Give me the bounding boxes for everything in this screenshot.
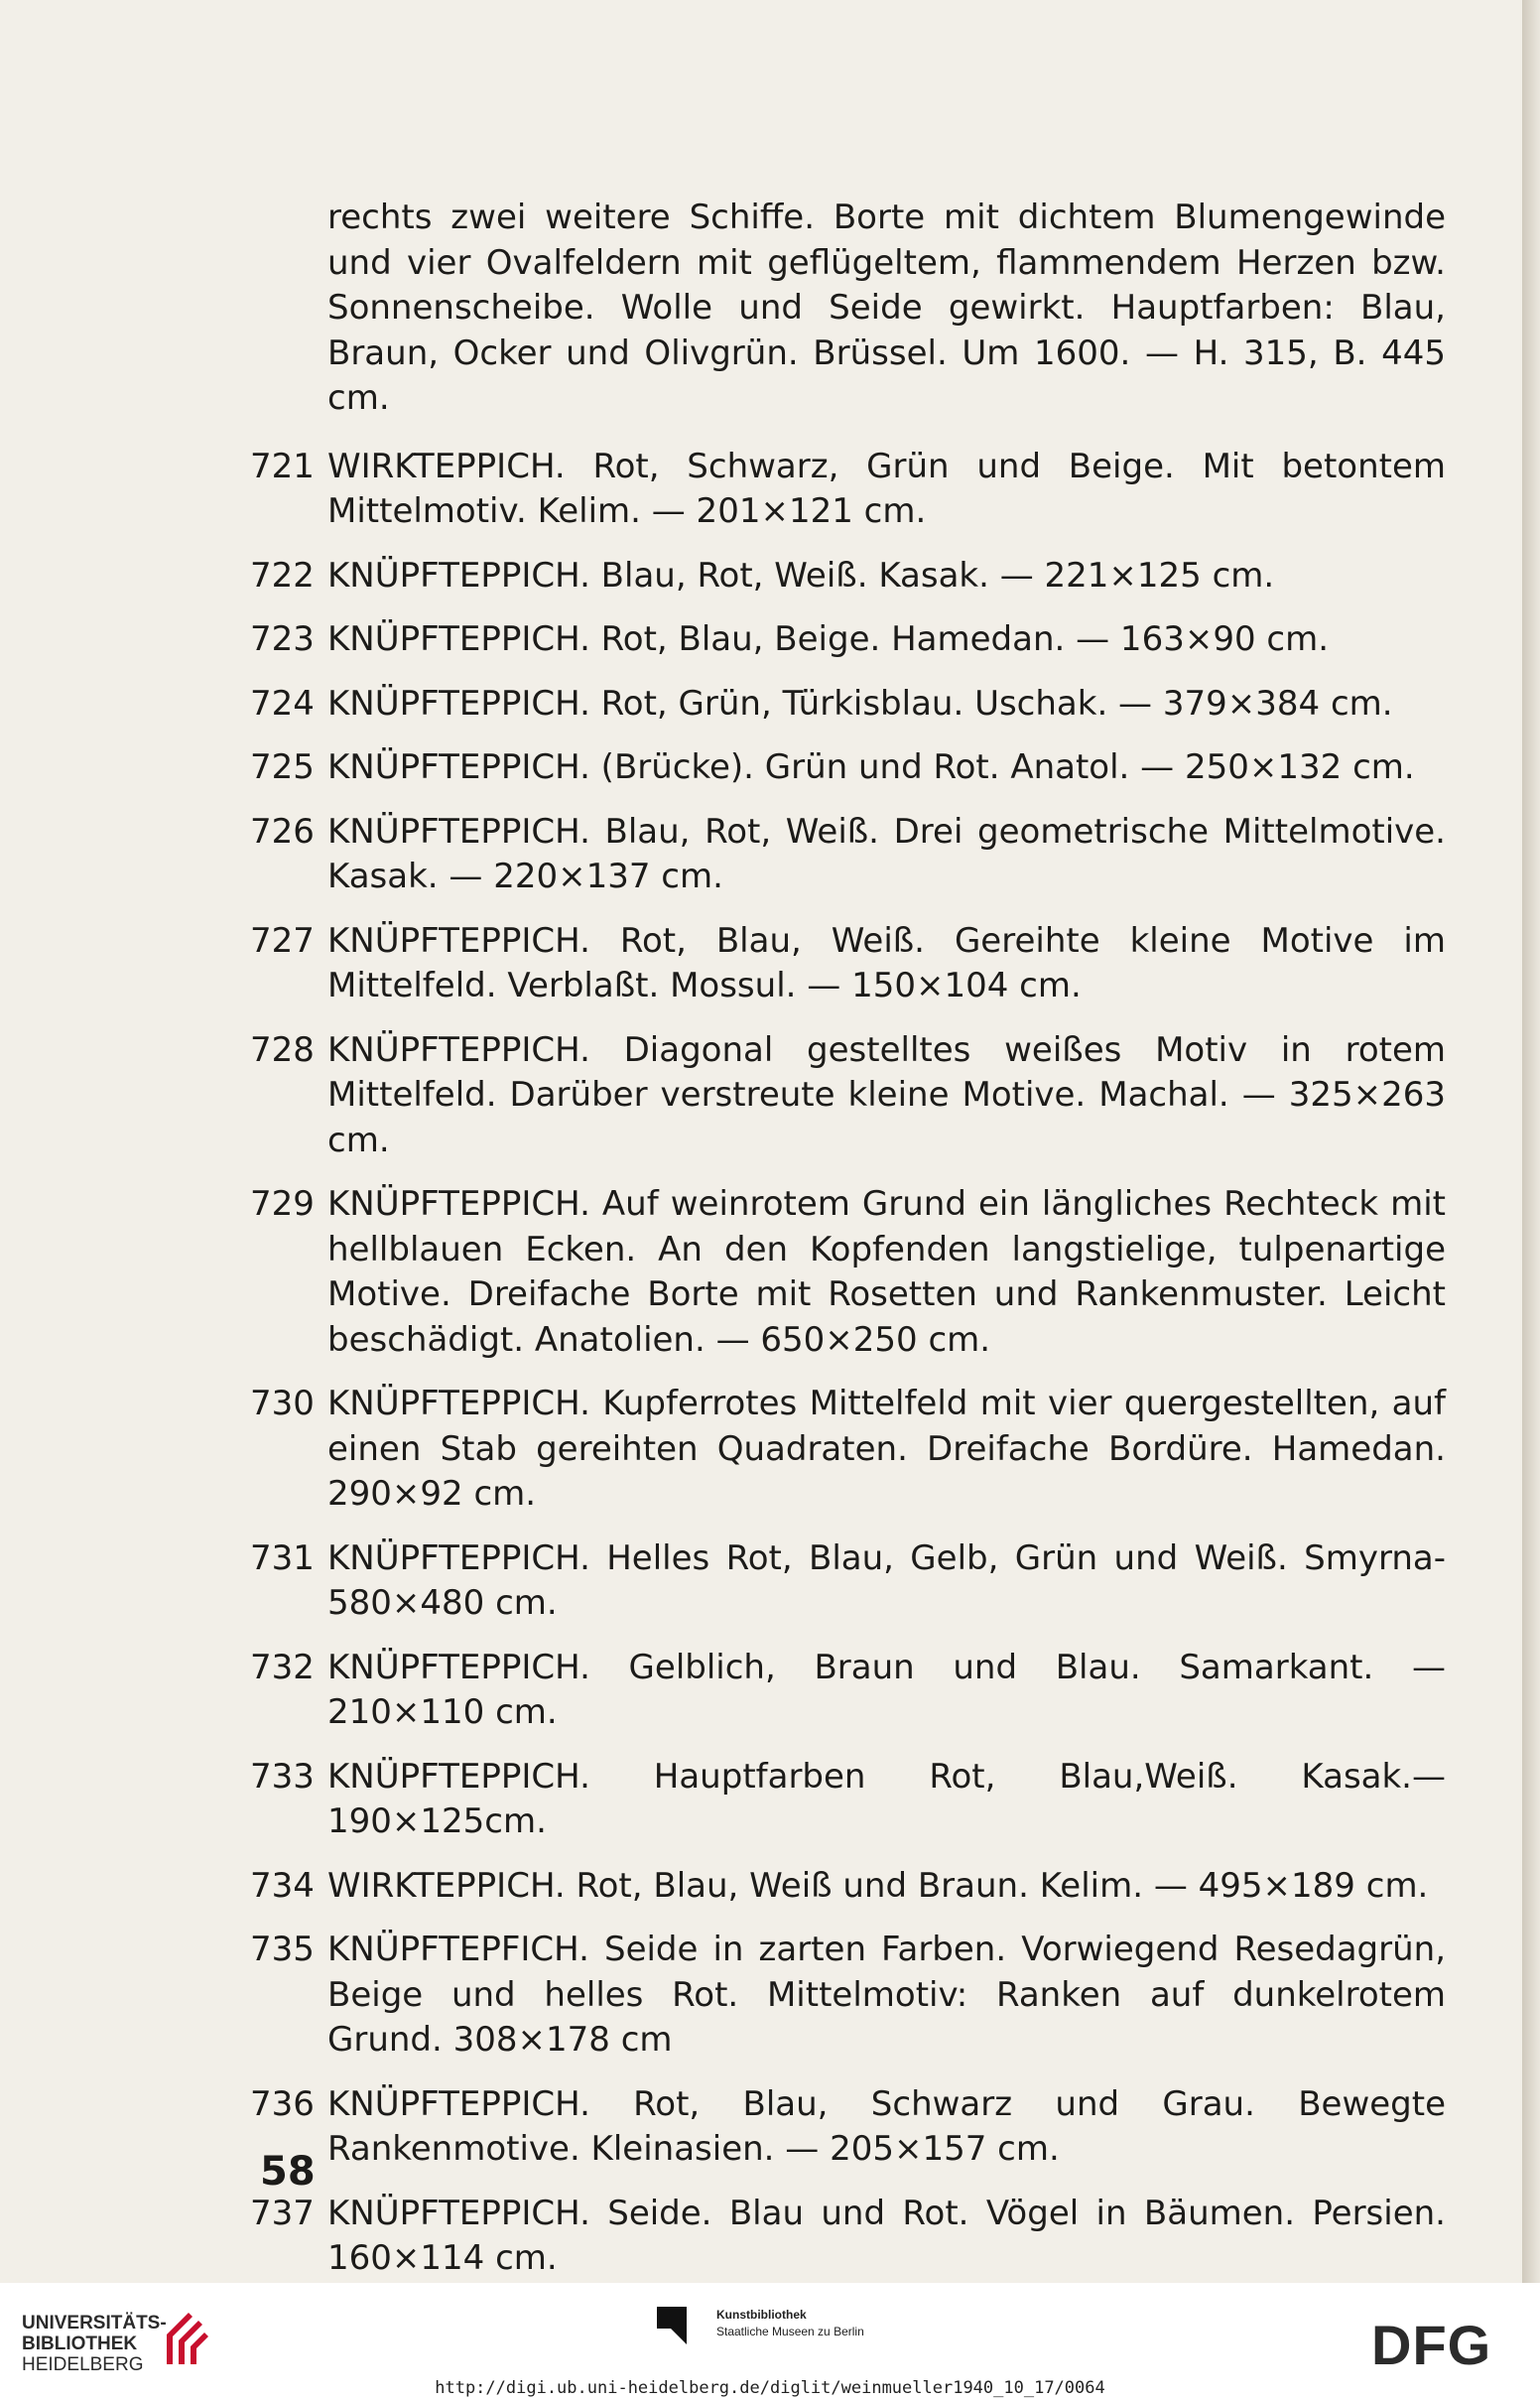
entry-text: KNÜPFTEPPICH. Diagonal gestelltes weißes Motiv in rotem Mittelfeld. Darüber verstreute kleine Motive. Machal. — 325×263 cm.	[327, 1029, 1446, 1160]
ub-line-2: BIBLIOTHEK	[22, 2334, 138, 2354]
entry-number: 721	[250, 446, 315, 486]
entry-text: WIRKTEPPICH. Rot, Blau, Weiß und Braun. Kelim. — 495×189 cm.	[327, 1865, 1429, 1906]
entry-number: 728	[250, 1029, 315, 1070]
entry-number: 737	[250, 2193, 315, 2233]
catalog-entry	[0, 445, 1522, 535]
university-library-logo-text[interactable]	[22, 2313, 167, 2375]
catalog-entry	[0, 617, 1522, 663]
catalog-entry	[0, 1028, 1522, 1164]
entry-number: 734	[250, 1865, 315, 1906]
entry-number: 735	[250, 1930, 315, 1969]
catalog-entry	[0, 1382, 1522, 1518]
catalog-entry	[0, 1182, 1522, 1363]
entry-number: 731	[250, 1537, 315, 1578]
entry-text: WIRKTEPPICH. Rot, Schwarz, Grün und Beige. Mit betontem Mittelmotiv. Kelim. — 201×121 cm.	[327, 446, 1446, 531]
entry-number: 732	[250, 1647, 315, 1687]
kunstbibliothek-logo-text[interactable]	[716, 2307, 864, 2340]
catalog-entry	[0, 1536, 1522, 1627]
catalog-entry	[0, 1864, 1522, 1910]
entry-text: KNÜPFTEPPICH. Kupferrotes Mittelfeld mit vier quergestellten, auf einen Stab gereihten Quadraten. Dreifache Bordüre. Hamedan. 290×92 cm.	[327, 1384, 1446, 1514]
catalog-entry	[0, 919, 1522, 1009]
entry-text: KNÜPFTEPPICH. Rot, Blau, Weiß. Gereihte kleine Motive im Mittelfeld. Verblaßt. Mossul. — 150×104 cm.	[327, 920, 1446, 1005]
catalog-entry	[0, 810, 1522, 900]
kb-line-1: Kunstbibliothek	[716, 2308, 807, 2322]
entry-text: KNÜPFTEPPICH. Helles Rot, Blau, Gelb, Grün und Weiß. Smyrna- 580×480 cm.	[327, 1537, 1446, 1623]
page-number: 58	[260, 2149, 316, 2195]
entry-number: 733	[250, 1756, 315, 1797]
catalog-entry	[0, 2082, 1522, 2173]
entry-number: 726	[250, 811, 315, 852]
entry-number: 730	[250, 1384, 315, 1423]
entry-text: KNÜPFTEPPICH. Rot, Blau, Schwarz und Grau. Bewegte Rankenmotive. Kleinasien. — 205×157 cm.	[327, 2083, 1446, 2169]
entry-number: 736	[250, 2083, 315, 2124]
ub-line-1: UNIVERSITÄTS-	[22, 2313, 167, 2334]
entry-text: KNÜPFTEPPICH. Gelblich, Braun und Blau. Samarkant. — 210×110 cm.	[327, 1647, 1446, 1732]
ub-heidelberg-logo-icon[interactable]	[159, 2305, 210, 2368]
entry-number: 729	[250, 1184, 315, 1224]
catalog-entry	[0, 1646, 1522, 1736]
page-url[interactable]: http://digi.ub.uni-heidelberg.de/diglit/weinmueller1940_10_17/0064	[435, 2378, 1105, 2398]
catalog-entry	[0, 745, 1522, 791]
entry-text: KNÜPFTEPFICH. Seide in zarten Farben. Vorwiegend Resedagrün, Beige und helles Rot. Mittelmotiv: Ranken auf dunkelrotem Grund. 308×178 cm	[327, 1930, 1446, 2060]
entry-text: KNÜPFTEPPICH. Rot, Blau, Beige. Hamedan. — 163×90 cm.	[327, 619, 1330, 659]
kb-line-2: Staatliche Museen zu Berlin	[716, 2325, 864, 2338]
catalog-entry	[0, 1928, 1522, 2064]
entry-number: 722	[250, 555, 315, 596]
entry-text: KNÜPFTEPPICH. Hauptfarben Rot, Blau,Weiß. Kasak.—190×125cm.	[327, 1756, 1446, 1841]
entry-number: 724	[250, 683, 315, 724]
entry-number: 723	[250, 619, 315, 659]
catalog-entry	[0, 682, 1522, 728]
kunstbibliothek-logo-icon[interactable]	[657, 2307, 701, 2346]
entry-text: rechts zwei weitere Schiffe. Borte mit dichtem Blumengewinde und vier Ovalfeldern mit geflügeltem, flammendem Herzen bzw. Sonnenscheibe. Wolle und Seide gewirkt. Hauptfarben: Blau, Braun, Ocker und Olivgrün. Brüssel. Um 1600. — H. 315, B. 445 cm.	[327, 198, 1446, 418]
entry-text: KNÜPFTEPPICH. Blau, Rot, Weiß. Kasak. — 221×125 cm.	[327, 555, 1275, 596]
ub-line-3: HEIDELBERG	[22, 2354, 144, 2375]
entry-number: 727	[250, 920, 315, 961]
entry-text: KNÜPFTEPPICH. Rot, Grün, Türkisblau. Uschak. — 379×384 cm.	[327, 683, 1393, 724]
entry-number: 725	[250, 747, 315, 787]
catalog-entries	[0, 196, 1522, 2301]
catalog-entry	[0, 196, 1522, 422]
catalog-entry	[0, 2192, 1522, 2282]
catalog-entry	[0, 554, 1522, 600]
catalog-entry	[0, 1755, 1522, 1845]
dfg-logo[interactable]: DFG	[1371, 2314, 1492, 2376]
entry-text: KNÜPFTEPPICH. Blau, Rot, Weiß. Drei geometrische Mittelmotive. Kasak. — 220×137 cm.	[327, 811, 1446, 896]
footer-bar	[0, 2283, 1540, 2401]
page-spine-shadow	[1522, 0, 1540, 2283]
entry-text: KNÜPFTEPPICH. (Brücke). Grün und Rot. Anatol. — 250×132 cm.	[327, 747, 1415, 787]
entry-text: KNÜPFTEPPICH. Seide. Blau und Rot. Vögel in Bäumen. Persien. 160×114 cm.	[327, 2193, 1446, 2278]
entry-text: KNÜPFTEPPICH. Auf weinrotem Grund ein längliches Rechteck mit hellblauen Ecken. An den Kopfenden langstielige, tulpenartige Motive. Dreifache Borte mit Rosetten und Rankenmuster. Leicht beschädigt. Anatolien. — 650×250 cm.	[327, 1184, 1446, 1360]
